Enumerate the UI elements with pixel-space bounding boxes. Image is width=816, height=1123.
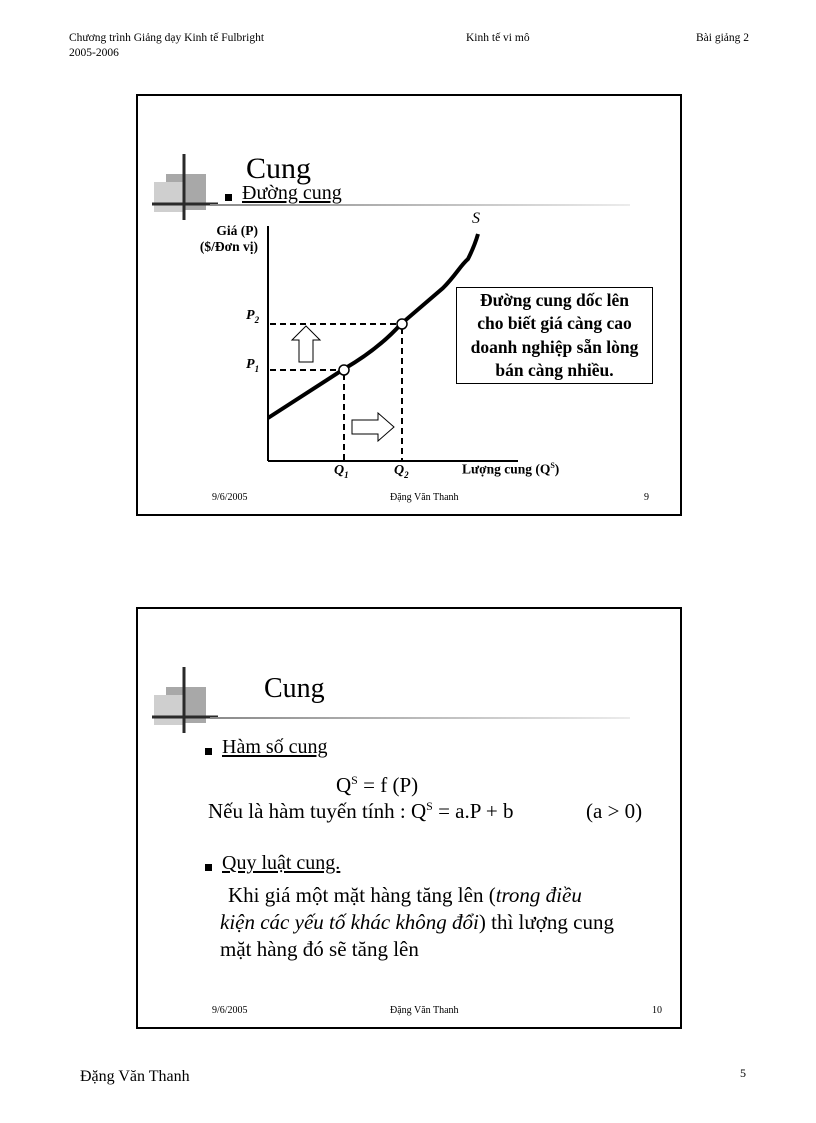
slide-number: 10 [652, 1005, 662, 1016]
slide-date: 9/6/2005 [212, 492, 248, 503]
q1-label: $Q_1$ [334, 463, 349, 480]
slide-title: Cung [246, 152, 312, 185]
bullet-quy-luat-cung: Quy luật cung. [222, 852, 341, 874]
bullet-duong-cung: Đường cung [242, 182, 342, 204]
supply-curve-s [268, 234, 478, 418]
slide-title: Cung [264, 673, 325, 704]
callout-line: bán càng nhiều. [495, 360, 614, 380]
formula-supply-function: $Q^S = f$ (P) [336, 773, 419, 797]
callout-box [456, 287, 653, 384]
point-p1-q1 [339, 365, 349, 375]
slide-date: 9/6/2005 [212, 1005, 248, 1016]
arrow-up-icon [292, 326, 320, 362]
law-line-1: Khi giá một mặt hàng tăng lên (trong điều [228, 883, 582, 907]
header-year: 2005-2006 [69, 47, 119, 59]
slide-10 [136, 607, 682, 1029]
bullet-marker [205, 748, 212, 755]
law-line-3: mặt hàng đó sẽ tăng lên [220, 937, 419, 961]
y-axis-label-unit: ($/Đơn vị) [199, 239, 258, 254]
point-p2-q2 [397, 319, 407, 329]
slide-number: 9 [644, 492, 649, 503]
arrow-right-icon [352, 413, 394, 441]
p1-label: $P_1$ [246, 357, 260, 374]
y-axis-label-price: Giá (P) [216, 223, 258, 238]
slide-corner-decoration [146, 667, 218, 733]
x-axis-label: Lượng cung $(Q^S)$ [462, 461, 560, 477]
header-lecture: Bài giảng 2 [696, 32, 750, 44]
formula-condition: (a > 0) [586, 799, 643, 823]
footer-author: Đặng Văn Thanh [80, 1068, 190, 1085]
slide-author: Đặng Văn Thanh [390, 1005, 459, 1016]
p2-label: $P_2$ [246, 308, 260, 325]
callout-line: Đường cung dốc lên [479, 289, 630, 310]
law-line-2: kiện các yếu tố khác không đổi) thì lượng cung [220, 910, 614, 934]
slide-author: Đặng Văn Thanh [390, 492, 459, 503]
slide-9 [136, 94, 682, 516]
formula-linear: Nếu là hàm tuyến tính : $Q^S = a.P + b$ [208, 799, 514, 823]
header-subject: Kinh tế vi mô [466, 32, 530, 44]
bullet-ham-so-cung: Hàm số cung [222, 736, 328, 758]
bullet-marker [205, 864, 212, 871]
q2-label: $Q_2$ [394, 463, 409, 480]
curve-label-s: S [472, 210, 480, 227]
header-program: Chương trình Giảng dạy Kinh tế Fulbright [69, 32, 265, 44]
callout-line: cho biết giá càng cao [477, 313, 632, 333]
callout-line: doanh nghiệp sẵn lòng [470, 336, 639, 357]
footer-page-number: 5 [740, 1066, 746, 1080]
title-rule [210, 717, 630, 719]
